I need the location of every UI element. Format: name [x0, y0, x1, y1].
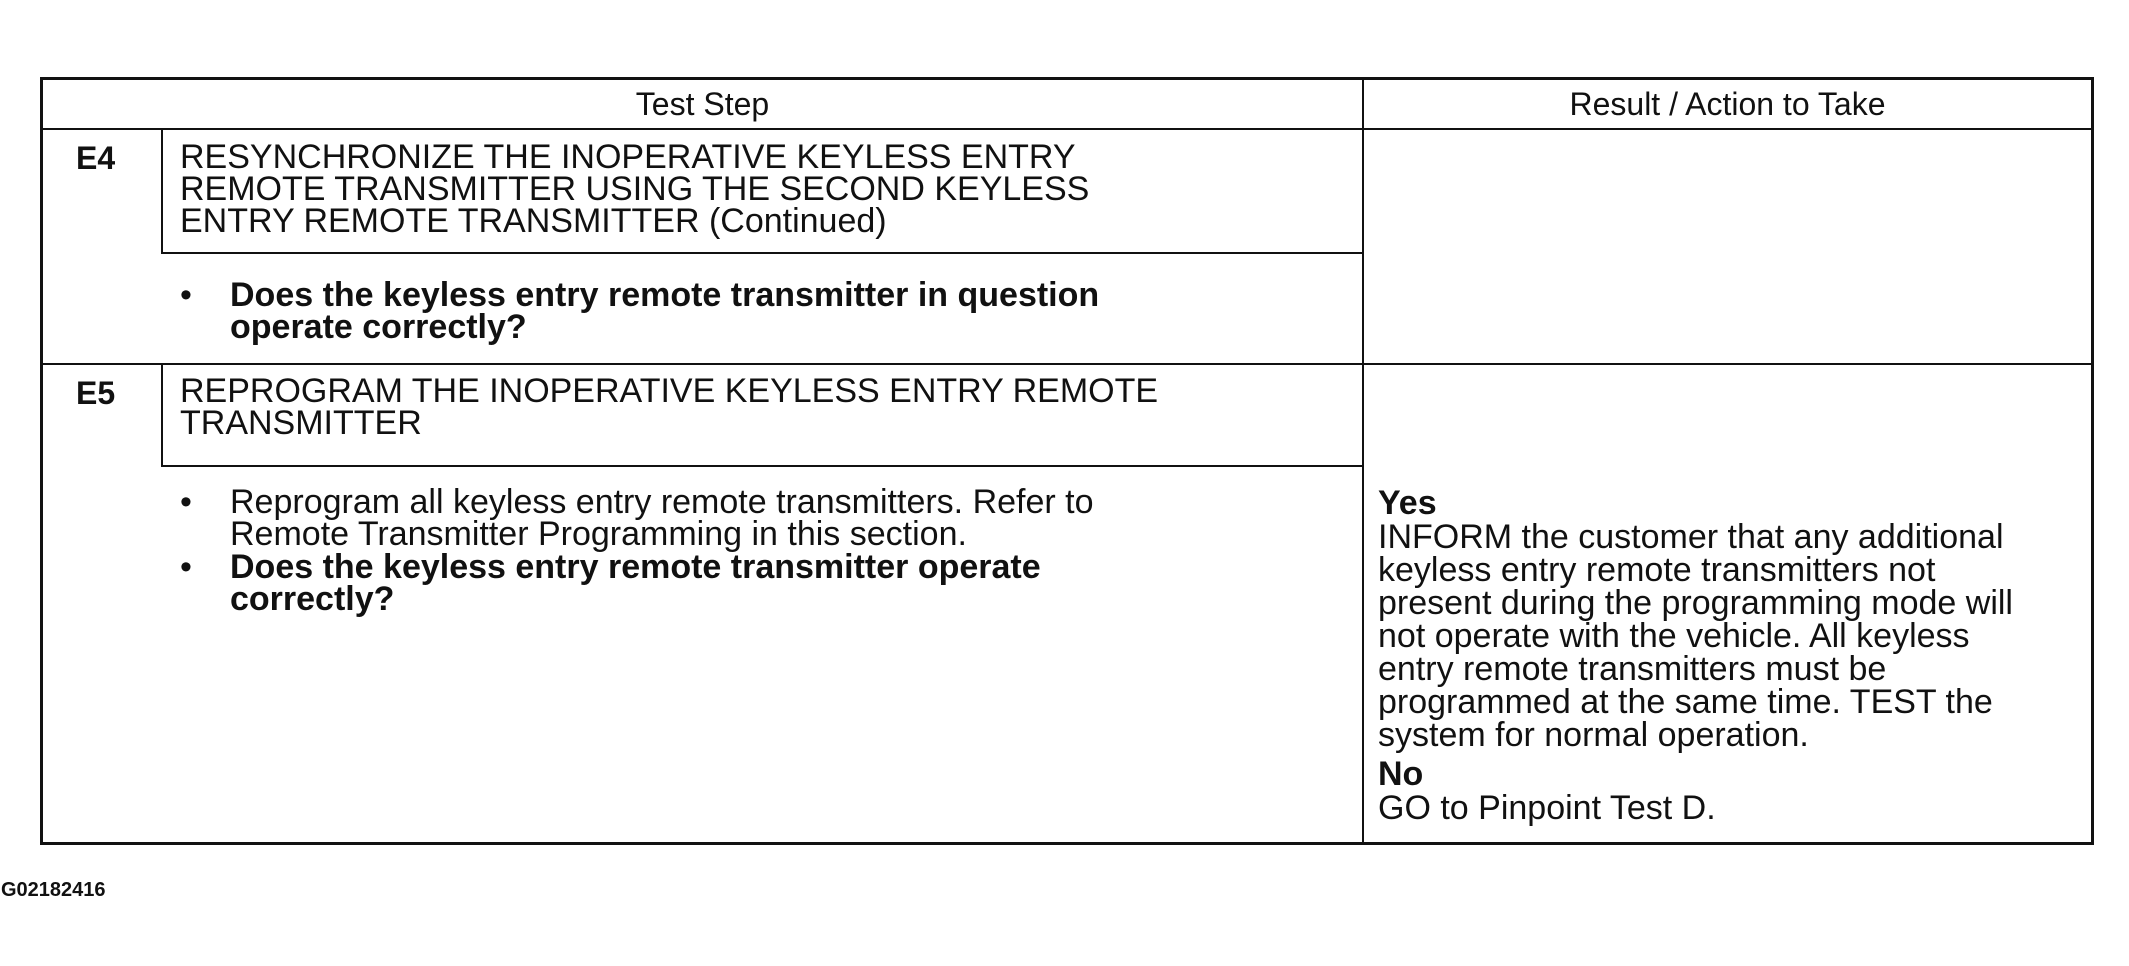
e4-block-divider	[43, 363, 2091, 365]
e5-instruction-text: Reprogram all keyless entry remote transmitters. Refer to Remote Transmitter Programming in this section.	[230, 483, 1094, 553]
header-divider	[43, 128, 2091, 130]
result-yes-text: INFORM the customer that any additional keyless entry remote transmitters not present during the programming mode will not operate with the vehicle. All keyless entry remote transmitters must be programmed at the same time. TEST the system for normal operation.	[1378, 518, 2013, 754]
result-yes-label: Yes	[1378, 484, 1437, 522]
bullet-icon: •	[180, 548, 192, 586]
step-id-e5: E5	[76, 375, 116, 411]
e5-bullet-instruction	[180, 483, 1094, 553]
step-title-e5: REPROGRAM THE INOPERATIVE KEYLESS ENTRY REMOTE TRANSMITTER	[180, 372, 1159, 442]
e4-title-divider	[161, 252, 1363, 254]
e5-id-divider	[161, 364, 163, 466]
header-test-step: Test Step	[635, 86, 770, 122]
column-divider	[1362, 80, 1364, 842]
figure-id: G02182416	[1, 879, 106, 901]
bullet-icon: •	[180, 483, 192, 521]
e5-bullet-question	[180, 548, 1041, 618]
e4-bullet-question	[180, 276, 1100, 346]
e4-question-text: Does the keyless entry remote transmitter in question operate correctly?	[230, 276, 1100, 346]
step-id-e4: E4	[76, 140, 116, 176]
pinpoint-test-table	[40, 77, 2094, 845]
bullet-icon: •	[180, 276, 192, 314]
step-title-e4: RESYNCHRONIZE THE INOPERATIVE KEYLESS ENTRY REMOTE TRANSMITTER USING THE SECOND KEYLESS ENTRY REMOTE TRANSMITTER (Continued)	[180, 138, 1090, 240]
e5-question-text: Does the keyless entry remote transmitter operate correctly?	[230, 548, 1041, 618]
header-result-action: Result / Action to Take	[1569, 86, 1886, 122]
result-no-text: GO to Pinpoint Test D.	[1378, 789, 1716, 827]
result-no-label: No	[1378, 755, 1424, 793]
e4-id-divider	[161, 128, 163, 253]
e5-title-divider	[161, 465, 1363, 467]
